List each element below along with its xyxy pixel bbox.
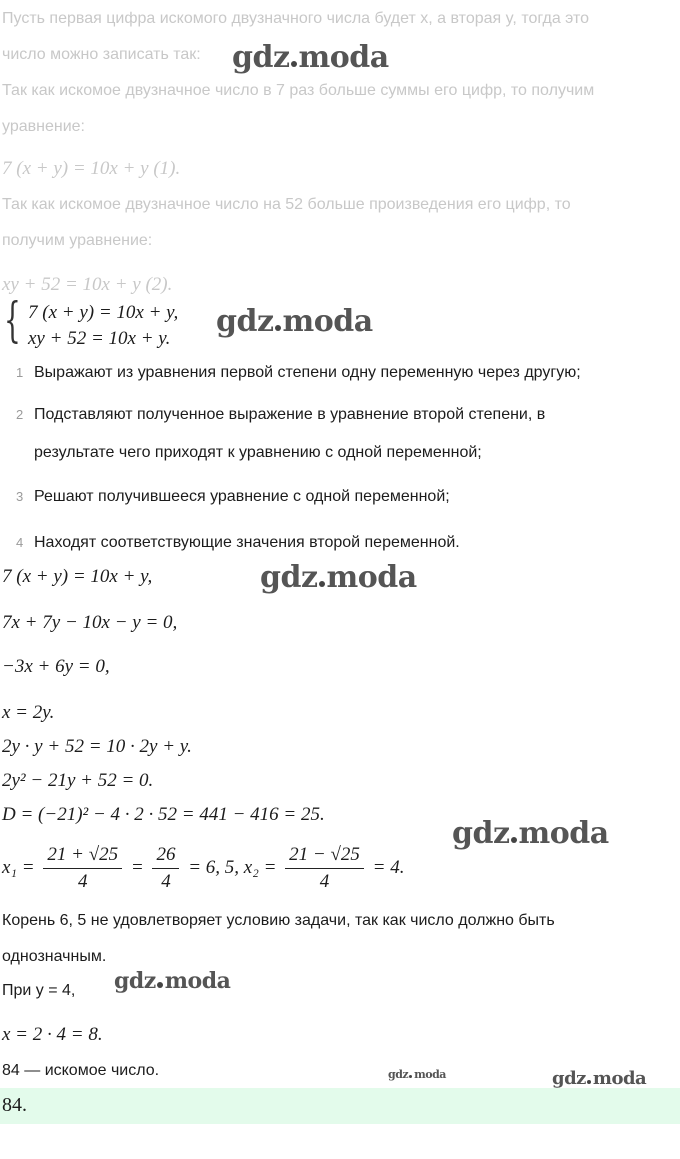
solution-line-8: x = 2 · 4 = 8.: [2, 1024, 103, 1045]
step-text: Решают получившееся уравнение с одной переменной;: [34, 488, 450, 505]
solution-line-2: 7x + 7y − 10x − y = 0,: [2, 612, 178, 633]
system-row-1: 7 (x + y) = 10x + y,: [28, 302, 179, 323]
intro-equation-1: 7 (x + y) = 10x + y (1).: [2, 158, 181, 179]
note-line-1: Корень 6, 5 не удовлетворяет условию задачи, так как число должно быть: [2, 912, 555, 929]
step-3: [16, 488, 450, 506]
solution-line-3: −3x + 6y = 0,: [2, 656, 110, 677]
x1-denominator-2: 4: [161, 871, 171, 892]
step-number: 1: [16, 365, 24, 380]
x2-value: = 4.: [372, 856, 405, 878]
step-number: 2: [16, 407, 24, 422]
system-brace: {: [4, 292, 21, 348]
solution-line-6: 2y² − 21y + 52 = 0.: [2, 770, 154, 791]
watermark-logo: gdz moda: [114, 968, 231, 994]
intro-line-6: получим уравнение:: [2, 232, 153, 249]
step-text: Находят соответствующие значения второй переменной.: [34, 534, 460, 551]
solution-line-5: 2y · y + 52 = 10 · 2y + y.: [2, 736, 192, 757]
solution-line-1: 7 (x + y) = 10x + y,: [2, 566, 153, 587]
answer-box: [0, 1088, 680, 1124]
intro-equation-2: xy + 52 = 10x + y (2).: [2, 274, 173, 295]
step-number: 4: [16, 535, 24, 550]
discriminant-line: D = (−21)² − 4 · 2 · 52 = 441 − 416 = 25.: [2, 804, 325, 825]
step-4: [16, 534, 460, 552]
x1-value: = 6, 5, x₂ =: [188, 856, 277, 878]
equals-sign: =: [130, 856, 144, 878]
x1-denominator: 4: [78, 871, 88, 892]
when-line: При y = 4,: [2, 982, 76, 999]
x1-label: x₁ =: [2, 856, 35, 878]
system-row-2: xy + 52 = 10x + y.: [28, 328, 171, 349]
x1-numerator-2: 26: [152, 844, 179, 869]
watermark-logo: gdz moda: [216, 304, 373, 339]
x1-fraction-simplified: [152, 844, 179, 893]
intro-line-1: Пусть первая цифра искомого двузначного числа будет x, а вторая y, тогда это: [2, 10, 590, 27]
step-text: Подставляют полученное выражение в уравнение второй степени, в: [34, 406, 546, 423]
x2-numerator: 21 − √25: [285, 844, 364, 869]
watermark-logo: gdz moda: [232, 40, 389, 75]
x1-numerator: 21 + √25: [43, 844, 122, 869]
step-2: [16, 406, 545, 424]
watermark-logo: gdz moda: [452, 816, 609, 851]
roots-line: [2, 844, 404, 893]
intro-line-2: число можно записать так:: [2, 46, 201, 63]
watermark-logo: gdz moda: [552, 1068, 647, 1089]
x1-fraction: [43, 844, 122, 893]
step-text: Выражают из уравнения первой степени одну переменную через другую;: [34, 364, 581, 381]
solution-line-4: x = 2y.: [2, 702, 55, 723]
x2-fraction: [285, 844, 364, 893]
step-1: [16, 364, 581, 382]
step-2-continued: результате чего приходят к уравнению с одной переменной;: [34, 444, 482, 461]
answer-value: 84.: [2, 1094, 27, 1116]
x2-denominator: 4: [319, 871, 330, 892]
step-number: 3: [16, 489, 24, 504]
watermark-logo: gdz moda: [388, 1068, 446, 1081]
note-line-2: однозначным.: [2, 948, 107, 965]
watermark-logo: gdz moda: [260, 560, 417, 595]
intro-line-4: уравнение:: [2, 118, 85, 135]
intro-line-5: Так как искомое двузначное число на 52 больше произведения его цифр, то: [2, 196, 571, 213]
result-line: 84 — искомое число.: [2, 1062, 160, 1079]
intro-line-3: Так как искомое двузначное число в 7 раз больше суммы его цифр, то получим: [2, 82, 595, 99]
